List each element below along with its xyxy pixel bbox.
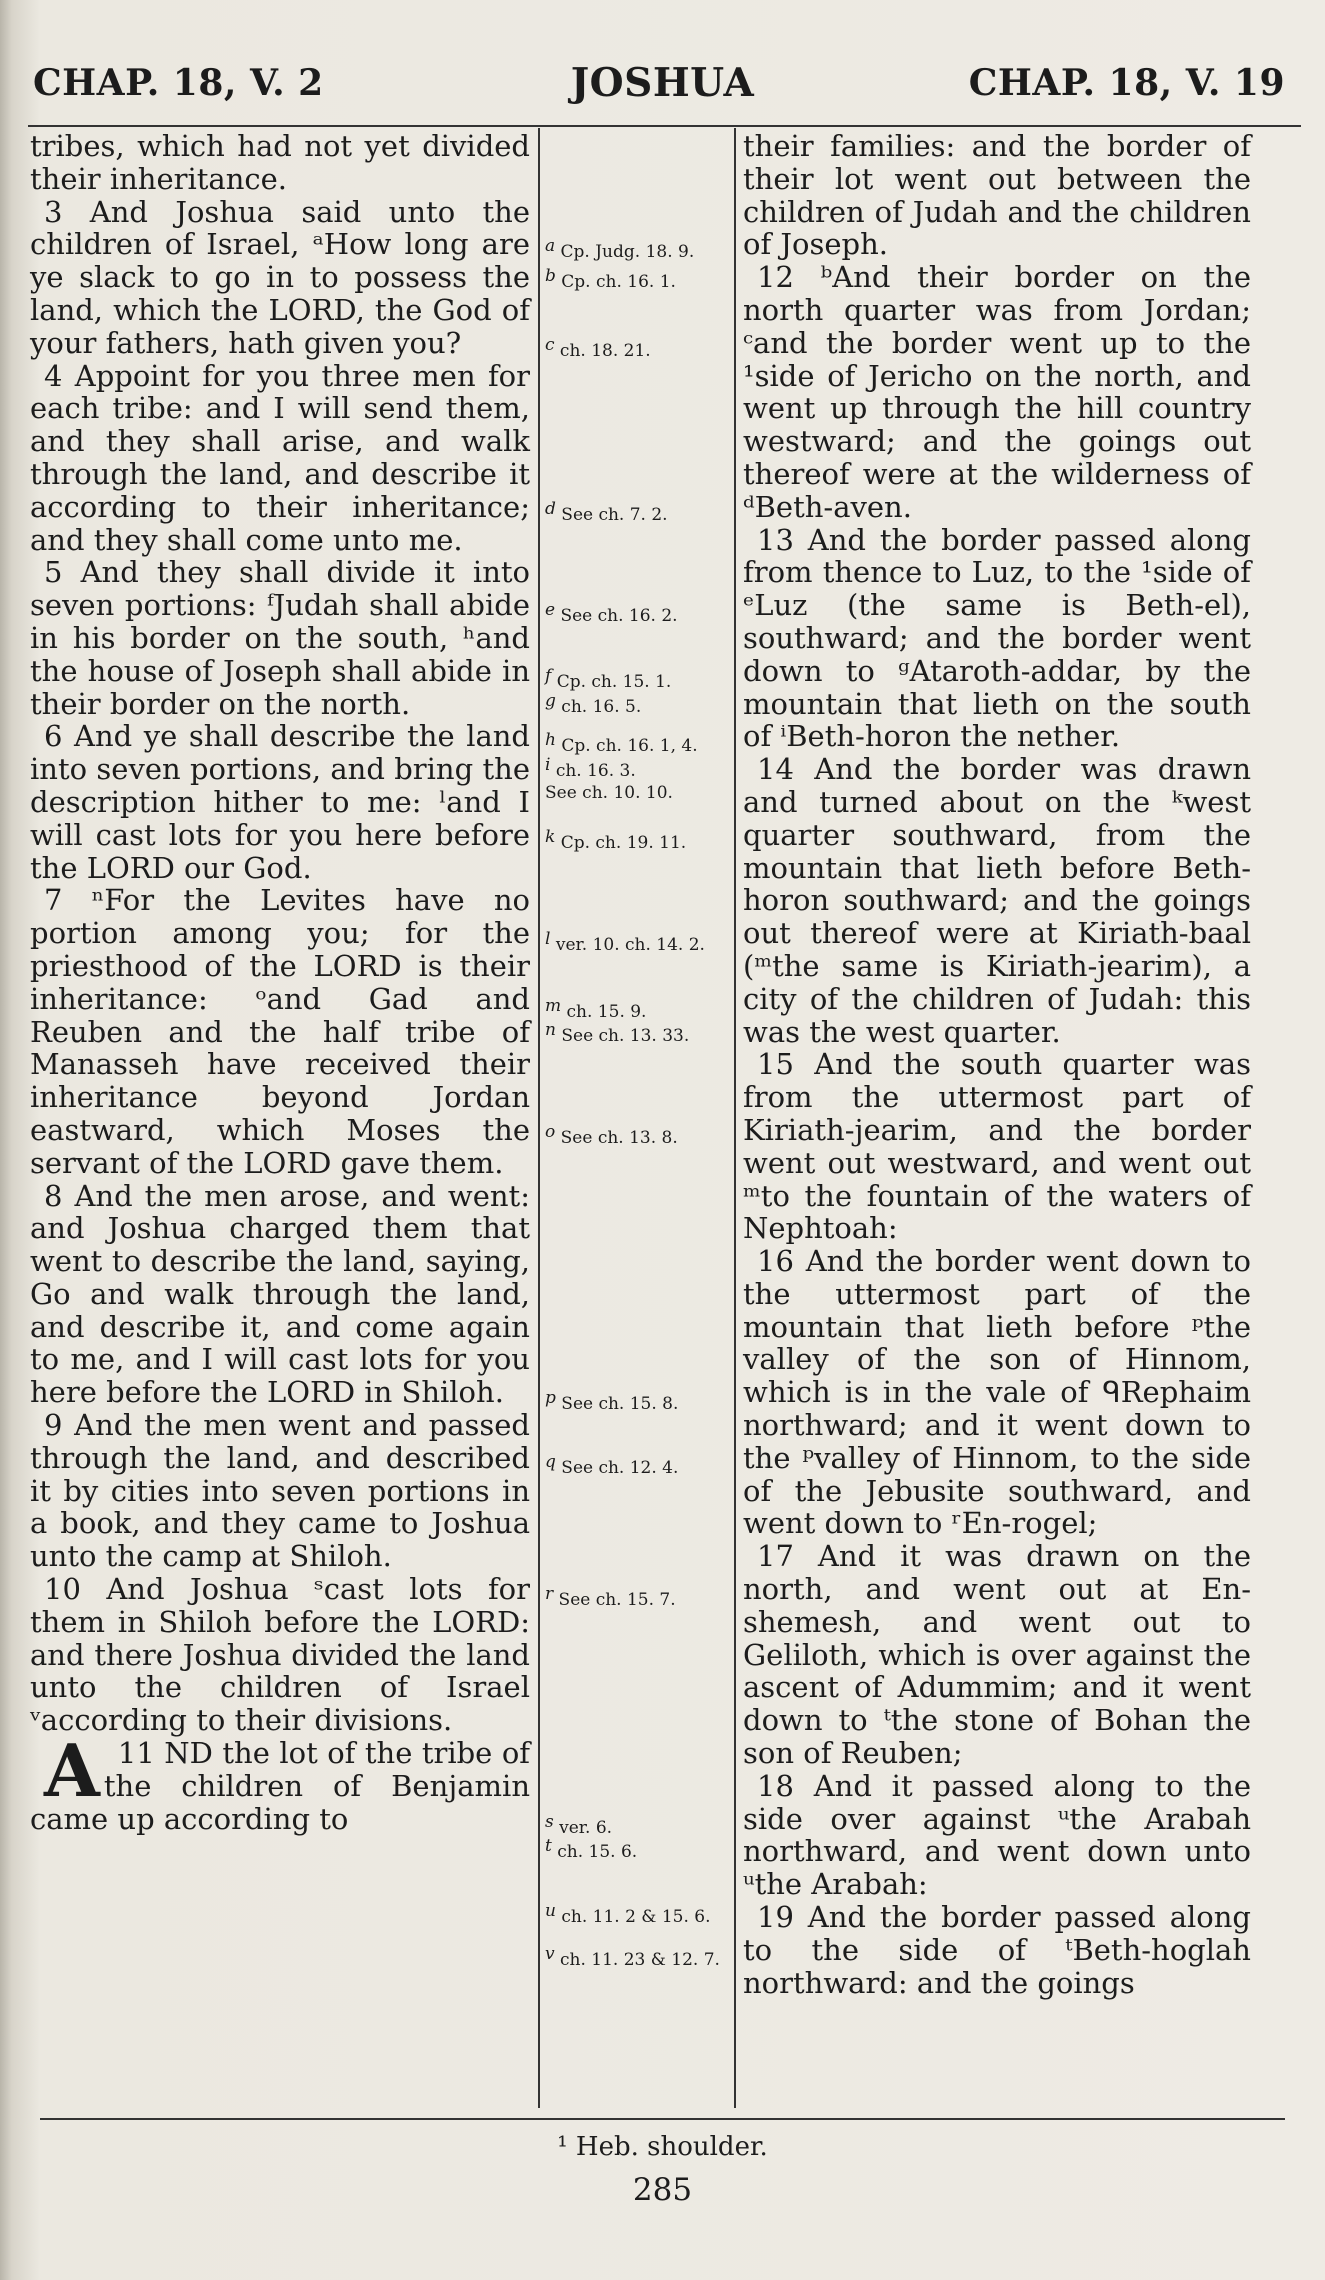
reference-text: ver. 6.	[553, 1818, 613, 1838]
reference-text: Cp. ch. 16. 1, 4.	[555, 736, 698, 756]
reference-marker: h	[545, 730, 556, 750]
verse-paragraph: 8 And the men arose, and went: and Joshua charged them that went to describe the land, saying, Go and walk through the land, and describe it, and come again to me, and I will cast lots for you here before the LORD in Shiloh.	[30, 1178, 530, 1410]
reference-marker: i	[545, 755, 551, 775]
running-head-title: JOSHUA	[570, 60, 755, 106]
reference-text: Cp. ch. 15. 1.	[551, 672, 672, 692]
marginal-reference	[545, 666, 672, 692]
footnote: ¹ Heb. shoulder.	[557, 2132, 768, 2162]
reference-text: Cp. Judg. 18. 9.	[555, 242, 695, 262]
marginal-reference	[545, 1452, 679, 1478]
reference-marker: o	[545, 1122, 556, 1142]
drop-cap: A	[44, 1728, 100, 1814]
verse-paragraph: 12 ᵇAnd their border on the north quarter was from Jordan; ᶜand the border went up to the ¹side of Jericho on the north, and went up through the hill country westward; and the goings out thereof were at the wilderness of ᵈBeth-aven.	[743, 260, 1251, 524]
reference-marker: t	[545, 1836, 552, 1856]
reference-marker: p	[545, 1388, 556, 1408]
reference-marker: n	[545, 1020, 556, 1040]
reference-text: See ch. 12. 4.	[555, 1458, 679, 1478]
verse-11	[30, 1728, 531, 1836]
marginal-reference	[545, 730, 698, 756]
marginal-reference	[545, 691, 642, 717]
verse-paragraph: 17 And it was drawn on the north, and went out at En-shemesh, and went out to Geliloth, which is over against the ascent of Adummim; and it went down to ᵗthe stone of Bohan the son of Reuben;	[743, 1539, 1251, 1771]
reference-text: ver. 10. ch. 14. 2.	[550, 935, 705, 955]
marginal-reference	[545, 1812, 613, 1838]
verse-text: ND the lot of the tribe of the children of Benjamin came up according to	[30, 1736, 531, 1836]
reference-text: ch. 15. 9.	[561, 1002, 647, 1022]
reference-text: See ch. 15. 7.	[553, 1590, 676, 1610]
reference-text: See ch. 13. 8.	[555, 1128, 678, 1148]
column-divider-left	[538, 128, 540, 2108]
marginal-reference	[545, 1836, 638, 1862]
reference-marker: m	[545, 996, 562, 1016]
verse-paragraph: 14 And the border was drawn and turned about on the ᵏwest quarter southward, from the mountain that lieth before Beth-horon southward; and the goings out thereof were at Kiriath-baal (ᵐthe same is Kiriath-jearim), a city of the children of Judah: this was the west quarter.	[743, 752, 1251, 1049]
reference-text: See ch. 13. 33.	[555, 1026, 690, 1046]
reference-marker: s	[545, 1812, 554, 1832]
marginal-reference	[545, 1944, 720, 1970]
verse-paragraph: tribes, which had not yet divided their inheritance.	[30, 129, 530, 196]
marginal-reference	[545, 755, 636, 781]
reference-text: See ch. 15. 8.	[555, 1394, 679, 1414]
column-divider-right	[734, 128, 736, 2108]
verse-paragraph: 10 And Joshua ˢcast lots for them in Shiloh before the LORD: and there Joshua divided the land unto the children of Israel ᵛaccording to their divisions.	[30, 1572, 530, 1738]
running-head-left: CHAP. 18, V. 2	[33, 62, 324, 104]
reference-marker: q	[545, 1452, 556, 1472]
verse-paragraph: 7 ⁿFor the Levites have no portion among you; for the priesthood of the LORD is their inheritance: ᵒand Gad and Reuben and the half tribe of Manasseh have received their inheritance beyond Jordan eastward, which Moses the servant of the LORD gave them.	[30, 883, 530, 1180]
header-rule	[28, 125, 1301, 127]
marginal-reference	[545, 1584, 676, 1610]
marginal-reference	[545, 1020, 690, 1046]
verse-paragraph: their families: and the border of their lot went out between the children of Judah and the children of Joseph.	[743, 129, 1251, 262]
marginal-reference	[545, 335, 651, 361]
verse-paragraph: 19 And the border passed along to the side of ᵗBeth-hoglah northward: and the goings	[743, 1900, 1251, 2000]
marginal-reference	[545, 827, 687, 853]
marginal-reference	[545, 783, 673, 803]
verse-paragraph: 18 And it passed along to the side over against ᵘthe Arabah northward, and went down unto ᵘthe Arabah:	[743, 1768, 1251, 1902]
verse-paragraph: 9 And the men went and passed through the land, and described it by cities into seven portions in a book, and they came to Joshua unto the camp at Shiloh.	[30, 1408, 530, 1574]
verse-paragraph: 6 And ye shall describe the land into seven portions, and bring the description hither to me: ˡand I will cast lots for you here before the LORD our God.	[30, 719, 530, 885]
marginal-reference	[545, 499, 668, 525]
reference-marker: d	[545, 499, 556, 519]
verse-paragraph: 13 And the border passed along from thence to Luz, to the ¹side of ᵉLuz (the same is Beth-el), southward; and the border went down to ᵍAtaroth-addar, by the mountain that lieth on the south of ⁱBeth-horon the nether.	[743, 522, 1251, 754]
reference-text: See ch. 16. 2.	[555, 606, 678, 626]
marginal-reference	[545, 600, 678, 626]
right-text-column	[743, 130, 1251, 1999]
reference-text: ch. 11. 23 & 12. 7.	[554, 1950, 720, 1970]
footer-rule	[40, 2118, 1285, 2120]
marginal-reference	[545, 1122, 678, 1148]
verse-number: 11	[117, 1736, 155, 1771]
marginal-reference	[545, 1901, 711, 1927]
reference-marker: c	[545, 335, 555, 355]
marginal-reference	[545, 266, 676, 292]
reference-marker: e	[545, 600, 556, 620]
reference-text: Cp. ch. 16. 1.	[555, 272, 676, 292]
verse-paragraph: 4 Appoint for you three men for each tribe: and I will send them, and they shall arise, and walk through the land, and describe it according to their inheritance; and they shall come unto me.	[30, 358, 530, 557]
reference-text: See ch. 10. 10.	[545, 783, 673, 803]
page-number: 285	[632, 2172, 693, 2208]
verse-paragraph: 15 And the south quarter was from the uttermost part of Kiriath-jearim, and the border went out westward, and went out ᵐto the fountain of the waters of Nephtoah:	[743, 1047, 1251, 1246]
verse-paragraph: 16 And the border went down to the uttermost part of the mountain that lieth before ᵖthe valley of the son of Hinnom, which is in the vale of ᑫRephaim northward; and it went down to the ᵖvalley of Hinnom, to the side of the Jebusite southward, and went down to ʳEn-rogel;	[743, 1244, 1251, 1541]
verse-paragraph: 3 And Joshua said unto the children of Israel, ᵃHow long are ye slack to go in to possess the land, which the LORD, the God of your fathers, hath given you?	[30, 194, 530, 360]
reference-marker: v	[545, 1944, 555, 1964]
reference-marker: u	[545, 1901, 556, 1921]
reference-marker: g	[545, 691, 556, 711]
reference-marker: f	[545, 666, 552, 686]
reference-marker: l	[545, 929, 551, 949]
reference-marker: b	[545, 266, 556, 286]
reference-text: ch. 16. 5.	[555, 697, 642, 717]
reference-text: ch. 15. 6.	[551, 1842, 638, 1862]
marginal-reference	[545, 236, 695, 262]
reference-marker: r	[545, 1584, 554, 1604]
reference-text: ch. 11. 2 & 15. 6.	[555, 1907, 711, 1927]
reference-marker: a	[545, 236, 556, 256]
marginal-reference	[545, 929, 705, 955]
reference-text: Cp. ch. 19. 11.	[555, 833, 687, 853]
marginal-reference	[545, 1388, 679, 1414]
reference-text: See ch. 7. 2.	[555, 505, 668, 525]
reference-marker: k	[545, 827, 556, 847]
reference-text: ch. 16. 3.	[550, 761, 636, 781]
marginal-reference	[545, 996, 647, 1022]
left-text-column	[30, 130, 530, 1835]
reference-text: ch. 18. 21.	[554, 341, 651, 361]
running-head-right: CHAP. 18, V. 19	[968, 62, 1285, 104]
verse-paragraph: 5 And they shall divide it into seven portions: ᶠJudah shall abide in his border on the south, ʰand the house of Joseph shall abide in their border on the north.	[30, 555, 530, 721]
